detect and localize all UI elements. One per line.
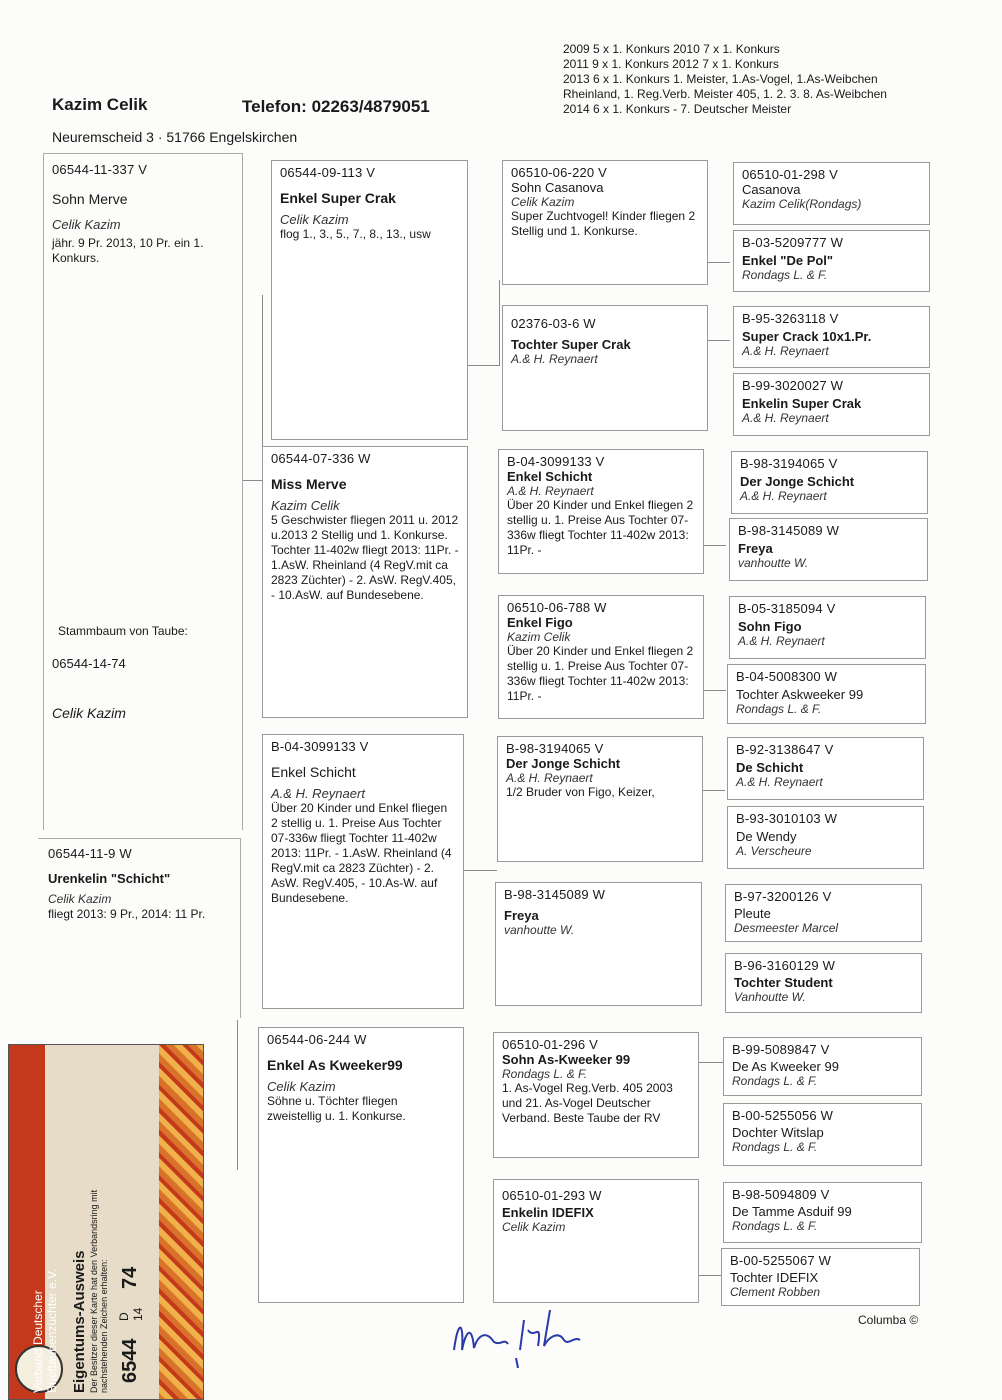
card-rotated-text [31, 1047, 145, 1400]
gen2-name: Enkel Schicht [271, 764, 356, 780]
gen4-box [733, 162, 930, 225]
gen4-ring: B-92-3138647 V [736, 742, 834, 757]
gen4-owner: Kazim Celik(Rondags) [742, 197, 862, 211]
gen4-box [733, 306, 930, 368]
address: Neuremscheid 3 · 51766 Engelskirchen [52, 129, 298, 145]
gen2-box [271, 160, 468, 440]
gen4-ring: B-98-3145089 W [738, 523, 840, 538]
gen3-owner: vanhoutte W. [504, 923, 575, 937]
gen4-box [729, 518, 928, 581]
connector [708, 340, 730, 341]
gen4-box [733, 373, 930, 436]
dam-ring: 06544-11-9 W [48, 846, 132, 861]
gen2-box [262, 734, 464, 1009]
gen4-ring: B-05-3185094 V [738, 601, 836, 616]
gen2-owner: Celik Kazim [280, 212, 349, 227]
gen4-box [727, 806, 924, 869]
gen3-box [493, 1032, 699, 1158]
card-ring-number: 74 [119, 1266, 141, 1289]
gen4-owner: Rondags L. & F. [732, 1219, 818, 1233]
copyright: Columba © [858, 1313, 919, 1327]
gen2-note: 5 Geschwister fliegen 2011 u. 2012 u.2013 2 Stellig und 1. Konkurse. Tochter 11-402w fliegt 2013: 11Pr. - 1.AsW. Rheinland (4 RegV.mit ca 2823 Züchter) - 2. AsW. RegV.405, - 10.AsW. auf Bundesebene. [271, 513, 459, 602]
gen4-name: Dochter Witslap [732, 1125, 824, 1140]
gen4-box [731, 451, 928, 514]
gen3-ring: 06510-06-788 W [507, 600, 607, 615]
gen3-box [502, 160, 708, 285]
subject-label: Stammbaum von Taube: [58, 624, 188, 638]
gen4-box [725, 884, 922, 942]
gen2-box [258, 1027, 464, 1303]
gen4-owner: A.& H. Reynaert [740, 489, 827, 503]
gen3-ring: B-98-3194065 V [506, 741, 604, 756]
gen3-owner: A.& H. Reynaert [506, 771, 593, 785]
dam-name: Urenkelin "Schicht" [48, 871, 171, 886]
subject-ring: 06544-14-74 [52, 656, 126, 671]
gen4-box [727, 737, 924, 800]
card-ring-year: 14 [131, 1307, 145, 1321]
gen3-name: Sohn As-Kweeker 99 [502, 1052, 631, 1067]
gen2-note: Söhne u. Töchter fliegen zweistellig u. 1. Konkurse. [267, 1094, 406, 1123]
gen3-box [498, 595, 704, 719]
connector [708, 262, 730, 263]
connector [464, 870, 497, 871]
dam-note: fliegt 2013: 9 Pr., 2014: 11 Pr. [48, 907, 206, 921]
result-line: 2014 6 x 1. Konkurs - 7. Deutscher Meister [563, 102, 792, 116]
connector [699, 1062, 723, 1063]
gen4-owner: Clement Robben [730, 1285, 821, 1299]
gen2-box [262, 446, 468, 718]
gen4-ring: B-99-5089847 V [732, 1042, 830, 1057]
gen4-name: Der Jonge Schicht [740, 474, 855, 489]
ownership-card [8, 1044, 204, 1400]
connector [704, 690, 726, 691]
card-ring-club: 6544 [119, 1338, 141, 1383]
gen4-ring: B-04-5008300 W [736, 669, 838, 684]
gen4-box [733, 230, 930, 292]
card-ring-country: D [117, 1312, 131, 1321]
gen3-ring: 02376-03-6 W [511, 316, 596, 331]
gen4-box [723, 1103, 922, 1166]
gen4-name: Tochter IDEFIX [730, 1270, 819, 1285]
gen3-name: Sohn Casanova [511, 180, 604, 195]
gen4-box [723, 1182, 922, 1243]
gen4-owner: vanhoutte W. [738, 556, 809, 570]
owner-name: Kazim Celik [52, 95, 148, 114]
dam-block [48, 846, 233, 922]
gen4-owner: Rondags L. & F. [732, 1074, 818, 1088]
gen3-note: 1. As-Vogel Reg.Verb. 405 2003 und 21. As-Vogel Deutscher Verband. Beste Taube der RV [502, 1081, 673, 1125]
gen4-owner: Rondags L. & F. [742, 268, 828, 282]
gen2-name: Enkel Super Crak [280, 190, 396, 206]
card-org-line2: Brieftaubenzüchter e.V. [45, 1268, 59, 1393]
card-pattern [159, 1045, 204, 1400]
gen4-box [721, 1248, 920, 1306]
gen3-owner: Kazim Celik [507, 630, 571, 644]
result-line: 2011 9 x 1. Konkurs 2012 7 x 1. Konkurs [563, 57, 779, 71]
gen2-ring: 06544-06-244 W [267, 1032, 367, 1047]
gen4-name: De Schicht [736, 760, 804, 775]
gen3-ring: B-98-3145089 W [504, 887, 606, 902]
gen4-owner: A.& H. Reynaert [738, 634, 825, 648]
gen3-box [498, 449, 704, 574]
gen3-owner: Celik Kazim [511, 195, 575, 209]
card-text: Der Besitzer dieser Karte hat den Verbandsring mit nachstehenden Zeichen erhalten: [89, 1189, 109, 1393]
gen2-owner: Kazim Celik [271, 498, 340, 513]
gen3-box [502, 305, 708, 431]
gen4-ring: B-00-5255056 W [732, 1108, 834, 1123]
gen3-ring: B-04-3099133 V [507, 454, 605, 469]
gen2-name: Enkel As Kweeker99 [267, 1057, 403, 1073]
gen3-owner: A.& H. Reynaert [507, 484, 594, 498]
gen4-ring: B-96-3160129 W [734, 958, 836, 973]
gen3-owner: A.& H. Reynaert [511, 352, 598, 366]
subject-owner: Celik Kazim [52, 705, 126, 721]
gen4-ring: B-93-3010103 W [736, 811, 838, 826]
result-line: 2013 6 x 1. Konkurs 1. Meister, 1.As-Vogel, 1.As-Weibchen [563, 72, 878, 86]
sire-name: Sohn Merve [52, 191, 128, 207]
gen4-box [725, 953, 922, 1013]
gen4-name: De Wendy [736, 829, 797, 844]
sire-ring: 06544-11-337 V [52, 162, 148, 177]
gen4-ring: B-00-5255067 W [730, 1253, 832, 1268]
gen3-note: Über 20 Kinder und Enkel fliegen 2 stellig u. 1. Preise Aus Tochter 07-336w fliegt Tochter 11-402w 2013: 11Pr. - [507, 498, 694, 557]
gen4-ring: B-95-3263118 V [742, 311, 839, 326]
gen4-name: Freya [738, 541, 773, 556]
connector [468, 365, 500, 366]
gen4-box [729, 596, 926, 659]
phone: Telefon: 02263/4879051 [242, 97, 430, 116]
gen3-name: Freya [504, 908, 539, 923]
gen4-box [727, 664, 926, 724]
gen3-owner: Celik Kazim [502, 1220, 566, 1234]
gen4-name: Pleute [734, 906, 771, 921]
gen3-name: Tochter Super Crak [511, 337, 631, 352]
gen2-name: Miss Merve [271, 476, 347, 492]
sire-note: jähr. 9 Pr. 2013, 10 Pr. ein 1. Konkurs. [52, 236, 204, 265]
connector [243, 480, 263, 481]
gen4-ring: B-98-5094809 V [732, 1187, 830, 1202]
gen4-ring: B-99-3020027 W [742, 378, 844, 393]
gen4-owner: A.& H. Reynaert [742, 344, 829, 358]
gen4-owner: A.& H. Reynaert [736, 775, 823, 789]
gen4-name: Casanova [742, 182, 801, 197]
gen3-box [497, 736, 703, 862]
gen2-ring: B-04-3099133 V [271, 739, 369, 754]
gen4-ring: B-97-3200126 V [734, 889, 832, 904]
gen3-name: Der Jonge Schicht [506, 756, 621, 771]
gen3-ring: 06510-01-293 W [502, 1188, 602, 1203]
sire-owner: Celik Kazim [52, 217, 121, 232]
signature [446, 1280, 586, 1370]
gen3-note: 1/2 Bruder von Figo, Keizer, [506, 785, 655, 799]
gen4-ring: 06510-01-298 V [742, 167, 839, 182]
gen4-name: Tochter Student [734, 975, 833, 990]
gen4-name: Enkel "De Pol" [742, 253, 834, 268]
gen3-box [495, 882, 702, 1006]
gen2-ring: 06544-07-336 W [271, 451, 371, 466]
gen2-owner: Celik Kazim [267, 1079, 336, 1094]
gen4-owner: Desmeester Marcel [734, 921, 839, 935]
gen3-name: Enkel Figo [507, 615, 573, 630]
gen4-name: De Tamme Asduif 99 [732, 1204, 852, 1219]
gen4-ring: B-98-3194065 V [740, 456, 838, 471]
sire-block [52, 162, 237, 266]
gen4-name: De As Kweeker 99 [732, 1059, 839, 1074]
results-block [563, 42, 983, 117]
gen3-name: Enkel Schicht [507, 469, 593, 484]
connector [699, 1275, 723, 1276]
gen2-note: Über 20 Kinder und Enkel fliegen 2 stellig u. 1. Preise Aus Tochter 07-336w fliegt Tochter 11-402w 2013: 11Pr. - 1.AsW. Rheinland (4 RegV.mit ca 2823 Züchter) - 2. AsW. RegV.405, - 10.As-W. auf Bundesebene. [271, 801, 452, 905]
gen4-name: Super Crack 10x1.Pr. [742, 329, 872, 344]
gen4-name: Sohn Figo [738, 619, 802, 634]
gen4-name: Enkelin Super Crak [742, 396, 862, 411]
gen3-ring: 06510-06-220 V [511, 165, 608, 180]
result-line: 2009 5 x 1. Konkurs 2010 7 x 1. Konkurs [563, 42, 780, 56]
result-line: Rheinland, 1. Reg.Verb. Meister 405, 1. 2. 3. 8. As-Weibchen [563, 87, 887, 101]
gen2-ring: 06544-09-113 V [280, 165, 376, 180]
dam-owner: Celik Kazim [48, 892, 112, 906]
gen4-owner: Rondags L. & F. [736, 702, 822, 716]
gen3-note: Über 20 Kinder und Enkel fliegen 2 stellig u. 1. Preise Aus Tochter 07-336w fliegt Tochter 11-402w 2013: 11Pr. - [507, 644, 694, 703]
gen4-owner: A.& H. Reynaert [742, 411, 829, 425]
connector [703, 790, 725, 791]
gen4-owner: Rondags L. & F. [732, 1140, 818, 1154]
connector [499, 280, 500, 365]
gen3-note: Super Zuchtvogel! Kinder fliegen 2 Stellig und 1. Konkurse. [511, 209, 696, 238]
gen3-owner: Rondags L. & F. [502, 1067, 588, 1081]
gen4-owner: A. Verscheure [736, 844, 812, 858]
gen4-name: Tochter Askweeker 99 [736, 687, 864, 702]
connector [704, 545, 726, 546]
gen4-owner: Vanhoutte W. [734, 990, 806, 1004]
gen4-ring: B-03-5209777 W [742, 235, 844, 250]
gen3-ring: 06510-01-296 V [502, 1037, 599, 1052]
card-title: Eigentums-Ausweis [71, 1250, 88, 1393]
gen3-name: Enkelin IDEFIX [502, 1205, 594, 1220]
gen4-box [723, 1037, 922, 1096]
gen2-owner: A.& H. Reynaert [271, 786, 365, 801]
card-org-line1: Verband Deutscher [31, 1290, 45, 1393]
connector [237, 1020, 238, 1170]
gen2-note: flog 1., 3., 5., 7., 8., 13., usw [280, 227, 431, 241]
